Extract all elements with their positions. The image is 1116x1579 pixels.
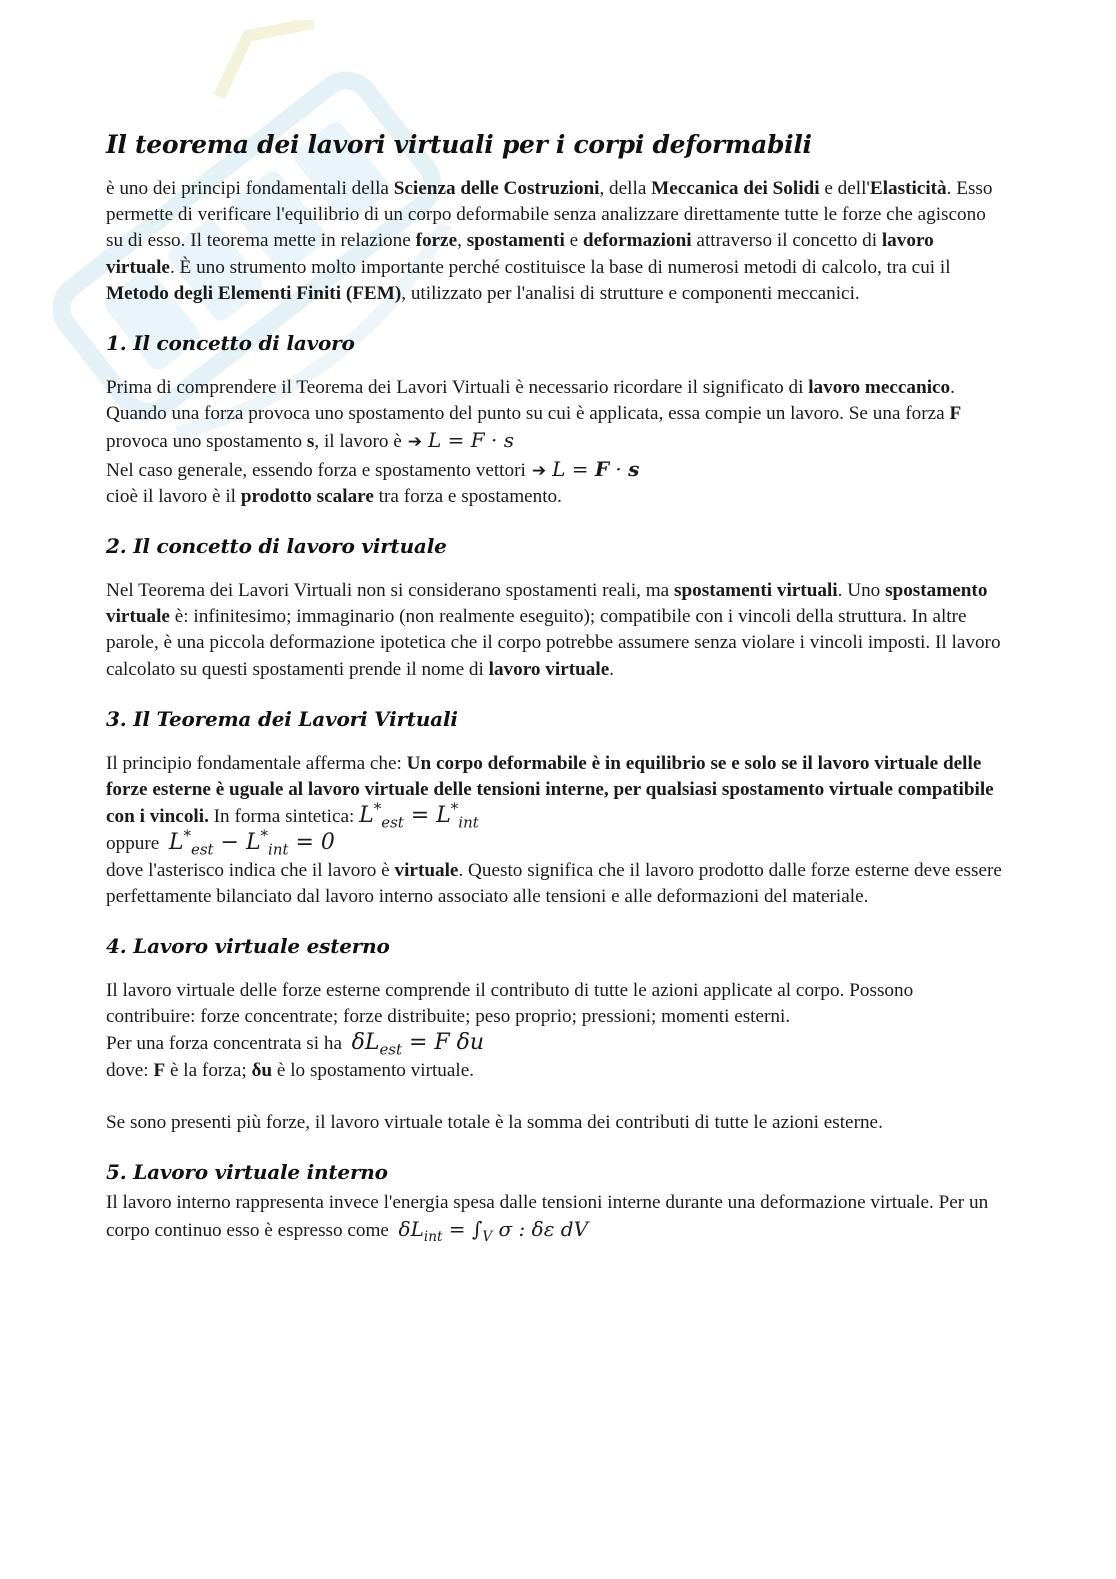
formula-part: L [359, 803, 374, 829]
section-heading-5: 5. Lavoro virtuale interno [106, 1160, 388, 1185]
text: dove: [106, 1059, 154, 1081]
bold-text: spostamenti [466, 230, 565, 252]
text: , utilizzato per l'analisi di strutture e componenti meccanici. [401, 282, 860, 304]
text: è la forza; [165, 1059, 252, 1081]
section-1-paragraph [106, 375, 1004, 510]
formula-part: ∫ [471, 1217, 483, 1242]
section-heading-3: 3. Il Teorema dei Lavori Virtuali [106, 706, 458, 731]
formula-equilibrium [359, 799, 479, 832]
document-body [106, 128, 1004, 1244]
formula-part: int [268, 840, 289, 859]
formula-part: = 0 [288, 830, 335, 856]
text: provoca uno spostamento [106, 431, 307, 453]
text: attraverso il concetto di [691, 230, 882, 252]
section-2-paragraph [106, 578, 1004, 683]
formula-part: L [168, 830, 184, 856]
text: . [609, 658, 615, 680]
formula-part: s [628, 456, 640, 481]
text: Il lavoro virtuale delle forze esterne comprende il contributo di tutte le azioni applicate al corpo. Possono contribuire: forze concentrate; forze distribuite; peso proprio; pressioni; momenti esterni. [106, 980, 914, 1028]
bold-text: s [306, 431, 315, 453]
section-heading-4: 4. Lavoro virtuale esterno [106, 934, 390, 959]
bold-text: Meccanica dei Solidi [651, 178, 820, 199]
bold-text: lavoro virtuale [488, 658, 610, 680]
formula-part: = [403, 803, 437, 829]
formula-part: · [484, 428, 504, 453]
formula-part: L [245, 830, 261, 856]
bold-text: Scienza delle Costruzioni [393, 178, 600, 199]
text: . Questo significa che il lavoro prodotto dalle forze esterne deve essere perfettamente bilanciato dal lavoro interno associato alle tensioni e alle deformazioni del materiale. [106, 859, 1002, 907]
arrow-right-icon: ➔ [407, 432, 423, 453]
formula-part: L [364, 1030, 380, 1056]
text: Nel Teorema dei Lavori Virtuali non si considerano spostamenti reali, ma [106, 580, 674, 602]
text: Il lavoro interno rappresenta invece l'energia spesa dalle tensioni interne durante una deformazione virtuale. Per un corpo continuo esso è espresso come [106, 1192, 989, 1242]
bold-text: spostamenti virtuali [674, 580, 838, 602]
section-heading-2: 2. Il concetto di lavoro virtuale [106, 534, 447, 559]
bold-text: lavoro virtuale [106, 230, 934, 278]
formula-equilibrium-zero [168, 827, 335, 859]
text: Per una forza concentrata si ha [106, 1033, 342, 1055]
formula-part: V [482, 1229, 493, 1246]
text: è: infinitesimo; immaginario (non realmente eseguito); compatibile con i vincoli della struttura. In altre parole, è una piccola deformazione ipotetica che il corpo potrebbe assumere senza violare i vincoli imposti. Il lavoro calcolato su questi spostamenti prende il nome di [106, 606, 1001, 680]
bold-text: lavoro meccanico [808, 377, 951, 399]
text: , [457, 230, 467, 252]
bold-text: F [153, 1059, 166, 1081]
formula-part: = F δu [402, 1030, 485, 1056]
text: . Esso permette di verificare l'equilibrio di un corpo deformabile senza analizzare direttamente tutte le forze che agiscono su di esso. Il teorema mette in relazione [106, 178, 993, 252]
text: . Uno [837, 580, 886, 602]
formula-part: L [552, 456, 566, 481]
formula-part: · [609, 456, 629, 481]
section-5-paragraph [106, 1190, 1004, 1244]
text: , il lavoro è [314, 431, 402, 453]
bold-text: prodotto scalare [240, 485, 374, 507]
formula-work-vector [552, 457, 639, 481]
text: cioè il lavoro è il [106, 485, 241, 507]
formula-part: int [458, 813, 479, 832]
formula-part: F [594, 456, 610, 481]
text: tra forza e spostamento. [373, 485, 562, 507]
section-4-paragraph-2: Se sono presenti più forze, il lavoro virtuale totale è la somma dei contributi di tutte le azioni esterne. [106, 1111, 883, 1133]
formula-part: F [470, 428, 485, 453]
formula-part: * [260, 827, 269, 846]
formula-part: = [441, 428, 471, 453]
section-heading-1: 1. Il concetto di lavoro [106, 331, 355, 356]
formula-part: σ : δε dV [492, 1217, 589, 1242]
formula-part: = [442, 1217, 472, 1242]
text: dove l'asterisco indica che il lavoro è [106, 859, 395, 881]
section-4-paragraph [106, 978, 1004, 1084]
bold-text: Un corpo deformabile è in equilibrio se e solo se il lavoro virtuale delle forze esterne è uguale al lavoro virtuale delle tensioni interne, per qualsiasi spostamento virtuale compatibile con i vincoli. [106, 752, 994, 828]
bold-text: Metodo degli Elementi Finiti (FEM) [106, 282, 402, 304]
text: , della [599, 178, 652, 199]
formula-internal-work [398, 1217, 589, 1246]
formula-work-scalar [428, 428, 514, 452]
formula-part: * [450, 799, 459, 818]
bold-text: spostamento virtuale [106, 580, 988, 628]
text: è lo spostamento virtuale. [272, 1059, 475, 1081]
text: In forma sintetica: [208, 806, 360, 828]
formula-part: L [436, 803, 451, 829]
bold-text: deformazioni [582, 230, 692, 252]
bold-text: δu [251, 1059, 273, 1081]
bold-text: virtuale [394, 859, 459, 881]
formula-part: * [183, 827, 191, 846]
formula-part: est [381, 813, 404, 832]
text: . È uno strumento molto importante perché costituisce la base di numerosi metodi di calcolo, tra cui il [169, 256, 951, 278]
formula-part: δ [398, 1217, 411, 1242]
bold-text: F [949, 403, 962, 425]
formula-part: L [410, 1217, 424, 1242]
formula-part: δ [351, 1030, 365, 1056]
formula-part: * [373, 799, 382, 818]
formula-part: int [423, 1229, 443, 1246]
text: Il principio fondamentale afferma che: [106, 752, 407, 774]
formula-external-work [351, 1030, 485, 1059]
formula-part: est [190, 840, 214, 859]
text: Nel caso generale, essendo forza e spostamento vettori [106, 459, 526, 481]
formula-part: L [428, 428, 442, 453]
text: . Quando una forza provoca uno spostamento del punto su cui è applicata, essa compie un lavoro. Se una forza [106, 377, 955, 425]
arrow-right-icon: ➔ [531, 460, 547, 481]
bold-text: Elasticità [869, 178, 947, 199]
text: è uno dei principi fondamentali della [106, 178, 394, 199]
text: e [564, 230, 583, 252]
formula-part: = [565, 456, 595, 481]
text: e dell' [819, 178, 870, 199]
paragraph-gap [106, 1084, 1004, 1110]
formula-part: s [503, 428, 515, 453]
text: Prima di comprendere il Teorema dei Lavori Virtuali è necessario ricordare il significato di [106, 377, 809, 399]
formula-part: est [379, 1040, 402, 1059]
section-3-paragraph [106, 751, 1004, 910]
intro-paragraph [106, 176, 1004, 307]
text: oppure [106, 833, 160, 855]
formula-part: − [213, 830, 246, 856]
bold-text: forze [415, 230, 458, 252]
document-title: Il teorema dei lavori virtuali per i corpi deformabili [106, 130, 812, 159]
